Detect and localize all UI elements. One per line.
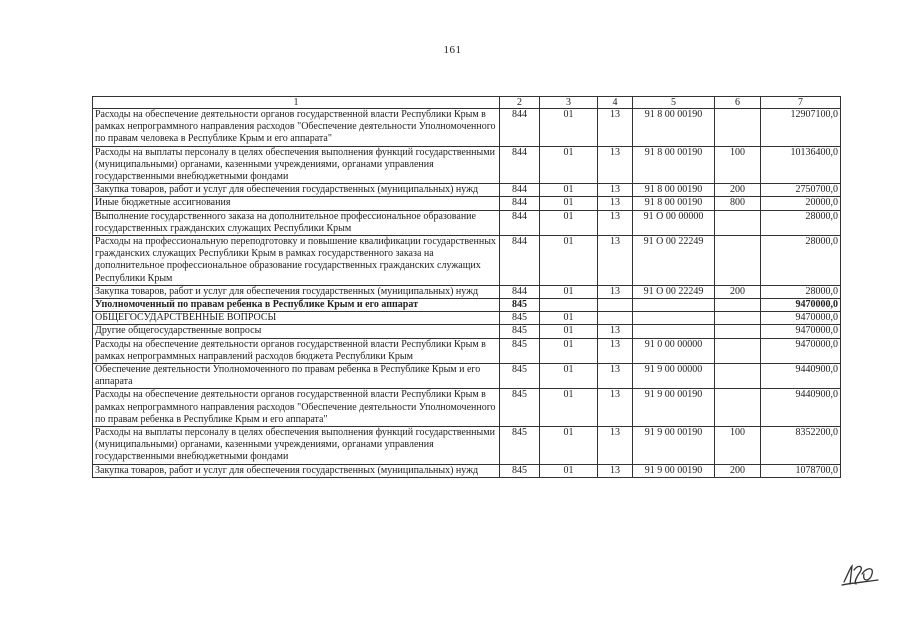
- target-article-cell: 91 9 00 00190: [633, 389, 715, 427]
- subsection-code-cell: 13: [598, 236, 633, 286]
- section-code-cell: 01: [540, 285, 598, 298]
- table-row: [93, 325, 841, 338]
- amount-cell: 8352200,0: [761, 427, 841, 465]
- expense-type-cell: 100: [715, 427, 761, 465]
- section-code-cell: 01: [540, 312, 598, 325]
- ministry-code-cell: 845: [500, 389, 540, 427]
- header-cell: 2: [500, 97, 540, 109]
- ministry-code-cell: 844: [500, 236, 540, 286]
- amount-cell: 9440900,0: [761, 364, 841, 389]
- amount-cell: 20000,0: [761, 197, 841, 210]
- amount-cell: 28000,0: [761, 285, 841, 298]
- row-name-cell: Расходы на обеспечение деятельности органов государственной власти Республики Крым в рамках непрограммных направлений расходов бюджета Республики Крым: [93, 338, 500, 363]
- section-code-cell: 01: [540, 184, 598, 197]
- row-name-cell: Расходы на профессиональную переподготовку и повышение квалификации государственных гражданских служащих Республики Крым в рамках государственного заказа на дополнительное профессиональное образование государственных гражданских служащих Республики Крым: [93, 236, 500, 286]
- expense-type-cell: 100: [715, 146, 761, 184]
- ministry-code-cell: 844: [500, 146, 540, 184]
- section-code-cell: 01: [540, 109, 598, 147]
- table-row: [93, 389, 841, 427]
- header-cell: 4: [598, 97, 633, 109]
- signature-mark: [840, 560, 880, 588]
- row-name-cell: Расходы на выплаты персоналу в целях обеспечения выполнения функций государственными (муниципальными) органами, казенными учреждениями, органами управления государственными внебюджетными фондами: [93, 146, 500, 184]
- subsection-code-cell: 13: [598, 285, 633, 298]
- row-name-cell: Выполнение государственного заказа на дополнительное профессиональное образование государственных гражданских служащих Республики Крым: [93, 210, 500, 235]
- amount-cell: 9470000,0: [761, 312, 841, 325]
- expense-type-cell: 200: [715, 464, 761, 477]
- target-article-cell: 91 О 00 22249: [633, 236, 715, 286]
- target-article-cell: 91 О 00 22249: [633, 285, 715, 298]
- subsection-code-cell: 13: [598, 146, 633, 184]
- subsection-code-cell: 13: [598, 427, 633, 465]
- row-name-cell: Расходы на обеспечение деятельности органов государственной власти Республики Крым в рамках непрограммного направления расходов "Обеспечение деятельности Уполномоченного по правам человека в Республике Крым и его аппарата": [93, 109, 500, 147]
- subsection-code-cell: 13: [598, 464, 633, 477]
- amount-cell: 12907100,0: [761, 109, 841, 147]
- table-row: [93, 184, 841, 197]
- ministry-code-cell: 844: [500, 285, 540, 298]
- subsection-code-cell: 13: [598, 197, 633, 210]
- row-name-cell: Расходы на обеспечение деятельности органов государственной власти Республики Крым в рамках непрограммного направления расходов "Обеспечение деятельности Уполномоченного по правам ребенка в Республике Крым и его аппарата": [93, 389, 500, 427]
- section-code-cell: [540, 299, 598, 312]
- subsection-code-cell: 13: [598, 184, 633, 197]
- table-row: [93, 338, 841, 363]
- table-row: [93, 285, 841, 298]
- ministry-code-cell: 844: [500, 197, 540, 210]
- target-article-cell: 91 9 00 00000: [633, 364, 715, 389]
- target-article-cell: 91 8 00 00190: [633, 109, 715, 147]
- amount-cell: 28000,0: [761, 236, 841, 286]
- target-article-cell: 91 0 00 00000: [633, 338, 715, 363]
- expense-type-cell: 200: [715, 285, 761, 298]
- target-article-cell: 91 8 00 00190: [633, 184, 715, 197]
- header-cell: 1: [93, 97, 500, 109]
- target-article-cell: 91 8 00 00190: [633, 197, 715, 210]
- table-row: [93, 146, 841, 184]
- table-row: [93, 210, 841, 235]
- table-row: [93, 197, 841, 210]
- expense-type-cell: [715, 210, 761, 235]
- expense-type-cell: [715, 109, 761, 147]
- subsection-code-cell: 13: [598, 210, 633, 235]
- ministry-code-cell: 844: [500, 210, 540, 235]
- ministry-code-cell: 845: [500, 464, 540, 477]
- ministry-code-cell: 845: [500, 338, 540, 363]
- header-cell: 7: [761, 97, 841, 109]
- ministry-code-cell: 845: [500, 299, 540, 312]
- section-code-cell: 01: [540, 338, 598, 363]
- subsection-code-cell: 13: [598, 389, 633, 427]
- amount-cell: 9470000,0: [761, 325, 841, 338]
- subsection-code-cell: [598, 299, 633, 312]
- row-name-cell: Обеспечение деятельности Уполномоченного по правам ребенка в Республике Крым и его аппарата: [93, 364, 500, 389]
- table-row: [93, 427, 841, 465]
- expense-type-cell: [715, 312, 761, 325]
- expense-type-cell: [715, 364, 761, 389]
- section-code-cell: 01: [540, 364, 598, 389]
- ministry-code-cell: 844: [500, 184, 540, 197]
- subsection-code-cell: [598, 312, 633, 325]
- header-cell: 6: [715, 97, 761, 109]
- amount-cell: 9470000,0: [761, 299, 841, 312]
- expense-type-cell: [715, 389, 761, 427]
- expense-type-cell: [715, 325, 761, 338]
- table-row: [93, 312, 841, 325]
- amount-cell: 28000,0: [761, 210, 841, 235]
- budget-table: [92, 96, 841, 478]
- table-row: [93, 464, 841, 477]
- target-article-cell: 91 О 00 00000: [633, 210, 715, 235]
- target-article-cell: [633, 299, 715, 312]
- table-row: [93, 299, 841, 312]
- section-code-cell: 01: [540, 464, 598, 477]
- subsection-code-cell: 13: [598, 364, 633, 389]
- row-name-cell: Закупка товаров, работ и услуг для обеспечения государственных (муниципальных) нужд: [93, 464, 500, 477]
- subsection-code-cell: 13: [598, 338, 633, 363]
- expense-type-cell: 800: [715, 197, 761, 210]
- row-name-cell: ОБЩЕГОСУДАРСТВЕННЫЕ ВОПРОСЫ: [93, 312, 500, 325]
- row-name-cell: Закупка товаров, работ и услуг для обеспечения государственных (муниципальных) нужд: [93, 184, 500, 197]
- amount-cell: 9440900,0: [761, 389, 841, 427]
- target-article-cell: [633, 312, 715, 325]
- target-article-cell: 91 9 00 00190: [633, 427, 715, 465]
- section-code-cell: 01: [540, 197, 598, 210]
- expense-type-cell: [715, 338, 761, 363]
- ministry-code-cell: 845: [500, 312, 540, 325]
- header-row: [93, 97, 841, 109]
- section-code-cell: 01: [540, 146, 598, 184]
- section-code-cell: 01: [540, 389, 598, 427]
- section-code-cell: 01: [540, 427, 598, 465]
- table-row: [93, 236, 841, 286]
- amount-cell: 9470000,0: [761, 338, 841, 363]
- ministry-code-cell: 845: [500, 427, 540, 465]
- expense-type-cell: [715, 299, 761, 312]
- row-name-cell: Уполномоченный по правам ребенка в Республике Крым и его аппарат: [93, 299, 500, 312]
- table-row: [93, 364, 841, 389]
- row-name-cell: Закупка товаров, работ и услуг для обеспечения государственных (муниципальных) нужд: [93, 285, 500, 298]
- row-name-cell: Расходы на выплаты персоналу в целях обеспечения выполнения функций государственными (муниципальными) органами, казенными учреждениями, органами управления государственными внебюджетными фондами: [93, 427, 500, 465]
- expense-type-cell: 200: [715, 184, 761, 197]
- section-code-cell: 01: [540, 236, 598, 286]
- amount-cell: 10136400,0: [761, 146, 841, 184]
- header-cell: 3: [540, 97, 598, 109]
- section-code-cell: 01: [540, 325, 598, 338]
- header-cell: 5: [633, 97, 715, 109]
- ministry-code-cell: 845: [500, 325, 540, 338]
- target-article-cell: 91 8 00 00190: [633, 146, 715, 184]
- ministry-code-cell: 844: [500, 109, 540, 147]
- ministry-code-cell: 845: [500, 364, 540, 389]
- amount-cell: 2750700,0: [761, 184, 841, 197]
- amount-cell: 1078700,0: [761, 464, 841, 477]
- subsection-code-cell: 13: [598, 325, 633, 338]
- row-name-cell: Иные бюджетные ассигнования: [93, 197, 500, 210]
- row-name-cell: Другие общегосударственные вопросы: [93, 325, 500, 338]
- target-article-cell: 91 9 00 00190: [633, 464, 715, 477]
- section-code-cell: 01: [540, 210, 598, 235]
- target-article-cell: [633, 325, 715, 338]
- table-row: [93, 109, 841, 147]
- expense-type-cell: [715, 236, 761, 286]
- page-number: 161: [443, 44, 462, 56]
- subsection-code-cell: 13: [598, 109, 633, 147]
